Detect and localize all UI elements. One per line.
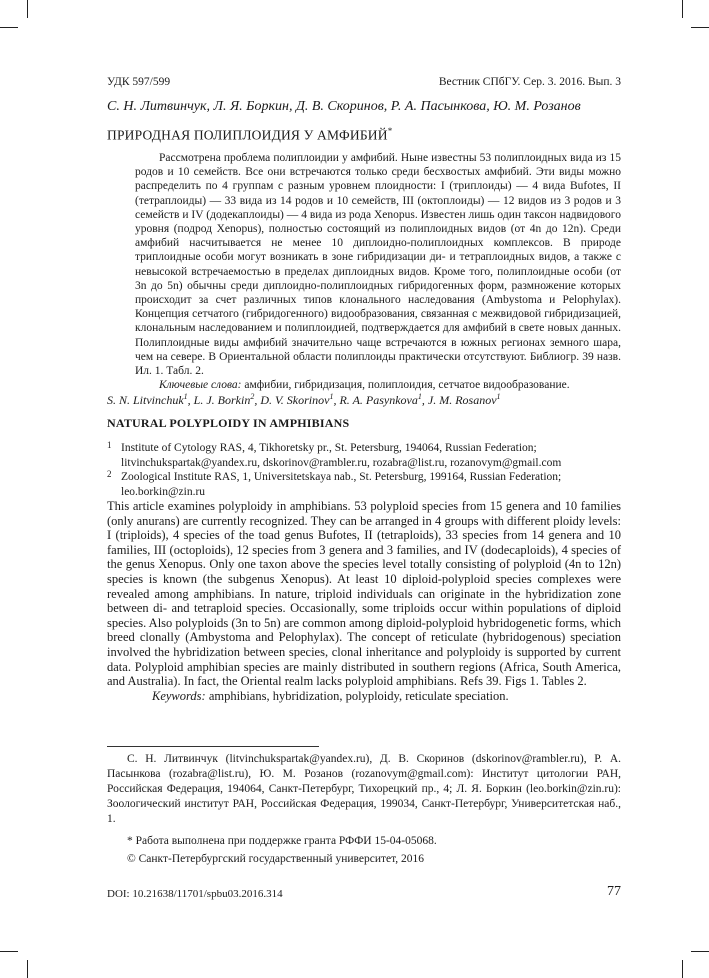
crop-mark <box>0 951 18 952</box>
author-en: S. N. Litvinchuk <box>107 393 184 407</box>
affiliation-emails: litvinchukspartak@yandex.ru, dskorinov@rambler.ru, rozabra@list.ru, rozanovym@gmail.com <box>121 456 562 469</box>
keywords-ru-label: Ключевые слова: <box>159 379 242 392</box>
footnotes <box>107 752 621 867</box>
author-affil-sup: 2 <box>250 392 255 401</box>
title-footnote-mark: * <box>387 126 393 136</box>
crop-mark <box>682 960 683 978</box>
crop-mark <box>0 27 18 28</box>
keywords-ru <box>135 378 621 392</box>
keywords-en <box>107 689 621 704</box>
author-affil-sup: 1 <box>417 392 422 401</box>
affiliations <box>107 441 621 499</box>
keywords-en-label: Keywords: <box>152 688 206 703</box>
author-en: L. J. Borkin <box>193 393 251 407</box>
affiliation-emails: leo.borkin@zin.ru <box>121 485 206 498</box>
keywords-en-text: amphibians, hybridization, polyploidy, reticulate speciation. <box>208 688 509 703</box>
title-en: NATURAL POLYPLOIDY IN AMPHIBIANS <box>107 416 350 430</box>
crop-mark <box>27 0 28 18</box>
keywords-ru-text: амфибии, гибридизация, полиплоидия, сетчатое видообразование. <box>244 379 570 392</box>
abstract-en-text: This article examines polyploidy in amphibians. 53 polyploid species from 15 genera and 10 families (only anurans) are currently recognized. They can be arranged in 4 groups with different ploidy levels: I (triploids), 4 species of the toad genus Bufotes, II (tetraploids), 33 species from 14 genera and 10 families, III (octoploids), 12 species from 3 genera and 3 families, and IV (dodecaploids), 4 species of the genus Xenopus. Only one taxon above the species level totally consisting of polyploid (4n to 12n) species is known (the subgenus Xenopus). At least 10 diploid-polyploid species complexes were revealed among amphibians. In nature, triploid individuals can originate in the hybridization zone between di- and tetraploid species. Occasionally, some triploids occur within populations of diploid species. Also polyploids (3n to 5n) are common among diploid-polyploid hybridogenetic forms, which breed clonally (Ambystoma and Pelophylax). The concept of reticulate (hybridogenous) speciation involved the hybridization between species, clonal inheritance and polyploidy is supported by current data. Polyploid amphibian species are mainly distributed in southern regions (Africa, South America, and Australia). In fact, the Oriental realm lacks polyploid amphibians. Refs 39. Figs 1. Tables 2. <box>107 499 621 689</box>
authors-contact-note: С. Н. Литвинчук (litvinchukspartak@yandex.ru), Д. В. Скоринов (dskorinov@rambler.ru), Р. А. Пасынкова (rozabra@list.ru), Ю. М. Розанов (rozanovym@gmail.com): Институт цитологии РАН, Российская Федерация, 194064, Санкт-Петербург, Тихорецкий пр., 4; Л. Я. Боркин (leo.borkin@zin.ru): Зоологический институт РАН, Российская Федерация, 199034, Санкт-Петербург, Университетская наб., 1. <box>107 753 621 825</box>
title-ru-text: ПРИРОДНАЯ ПОЛИПЛОИДИЯ У АМФИБИЙ <box>107 127 388 143</box>
author-affil-sup: 1 <box>183 392 188 401</box>
crop-mark <box>682 0 683 18</box>
author-en: D. V. Skorinov <box>260 393 330 407</box>
affiliation-1 <box>107 441 621 470</box>
abstract-ru-text: Рассмотрена проблема полиплоидии у амфибий. Ныне известны 53 полиплоидных вида из 15 родов и 10 семейств. Все они встречаются только среди бесхвостых амфибий. Эти виды можно распределить по 4 группам с разным уровнем плоидности: I (триплоиды) — 4 вида Bufotes, II (тетраплоиды) — 33 вида из 14 родов и 10 семейств, III (октоплоиды) — 12 видов из 3 родов и 3 семейств и IV (додекаплоиды) — 4 вида из рода Xenopus. Известен лишь один таксон надвидового уровня (подрод Xenopus), полностью состоящий из полиплоидных видов (от 4n до 12n). Среди амфибий насчитывается не менее 10 диплоидно-полиплоидных комплексов. В природе триплоидные особи могут возникать в зоне гибридизации ди- и тетраплоидных видов, а также с невысокой встречаемостью в пределах диплоидных видов. Кроме того, полиплоидные особи (от 3n до 5n) обычны среди диплоидно-полиплоидных гибридогенных форм, размножение которых происходит за счет различных типов клонального наследования (Ambystoma и Pelophylax). Концепция сетчатого (гибридогенного) видообразования, связанная с межвидовой гибридизацией, клональным наследованием и полиплоидией, подтверждается для амфибий в свете новых данных. Полиплоидные виды амфибий значительно чаще встречаются в южных регионах земного шара, чем на севере. В Ориентальной области полиплоиды практически отсутствуют. Библиогр. 39 назв. Ил. 1. Табл. 2. <box>135 152 621 378</box>
affiliation-address: Institute of Cytology RAS, 4, Tikhoretsky pr., St. Petersburg, 194064, Russian Federation; <box>121 442 537 454</box>
title-ru <box>107 126 392 144</box>
affiliation-2 <box>107 470 621 499</box>
author-en: R. A. Pasynkova <box>339 393 418 407</box>
abstract-en <box>107 499 621 703</box>
crop-mark <box>691 27 709 28</box>
grant-footnote: * Работа выполнена при поддержке гранта РФФИ 15-04-05068. <box>127 835 437 847</box>
footnote-rule <box>107 746 319 747</box>
page-number: 77 <box>607 884 621 899</box>
affiliation-number: 1 <box>107 440 112 450</box>
copyright-note: © Санкт-Петербургский государственный университет, 2016 <box>127 853 425 865</box>
authors-ru: С. Н. Литвинчук, Л. Я. Боркин, Д. В. Скоринов, Р. А. Пасынкова, Ю. М. Розанов <box>107 99 581 114</box>
journal-info: Вестник СПбГУ. Сер. 3. 2016. Вып. 3 <box>438 76 621 88</box>
doi: DOI: 10.21638/11701/spbu03.2016.314 <box>107 888 283 900</box>
crop-mark <box>691 951 709 952</box>
affiliation-number: 2 <box>107 469 112 480</box>
affiliation-address: Zoological Institute RAS, 1, Universitetskaya nab., St. Petersburg, 199164, Russian Federation; <box>121 471 562 484</box>
author-affil-sup: 1 <box>329 392 334 401</box>
crop-mark <box>27 960 28 978</box>
author-en: J. M. Rosanov <box>427 393 497 407</box>
author-affil-sup: 1 <box>496 392 501 401</box>
abstract-ru <box>135 151 621 392</box>
authors-en: S. N. Litvinchuk$^1$, L. J. Borkin$^2$, D. V. Skorinov$^1$, R. A. Pasynkova$^1$, J. M. Rosanov$^1$ <box>107 392 501 407</box>
udk-code: УДК 597/599 <box>107 76 171 88</box>
